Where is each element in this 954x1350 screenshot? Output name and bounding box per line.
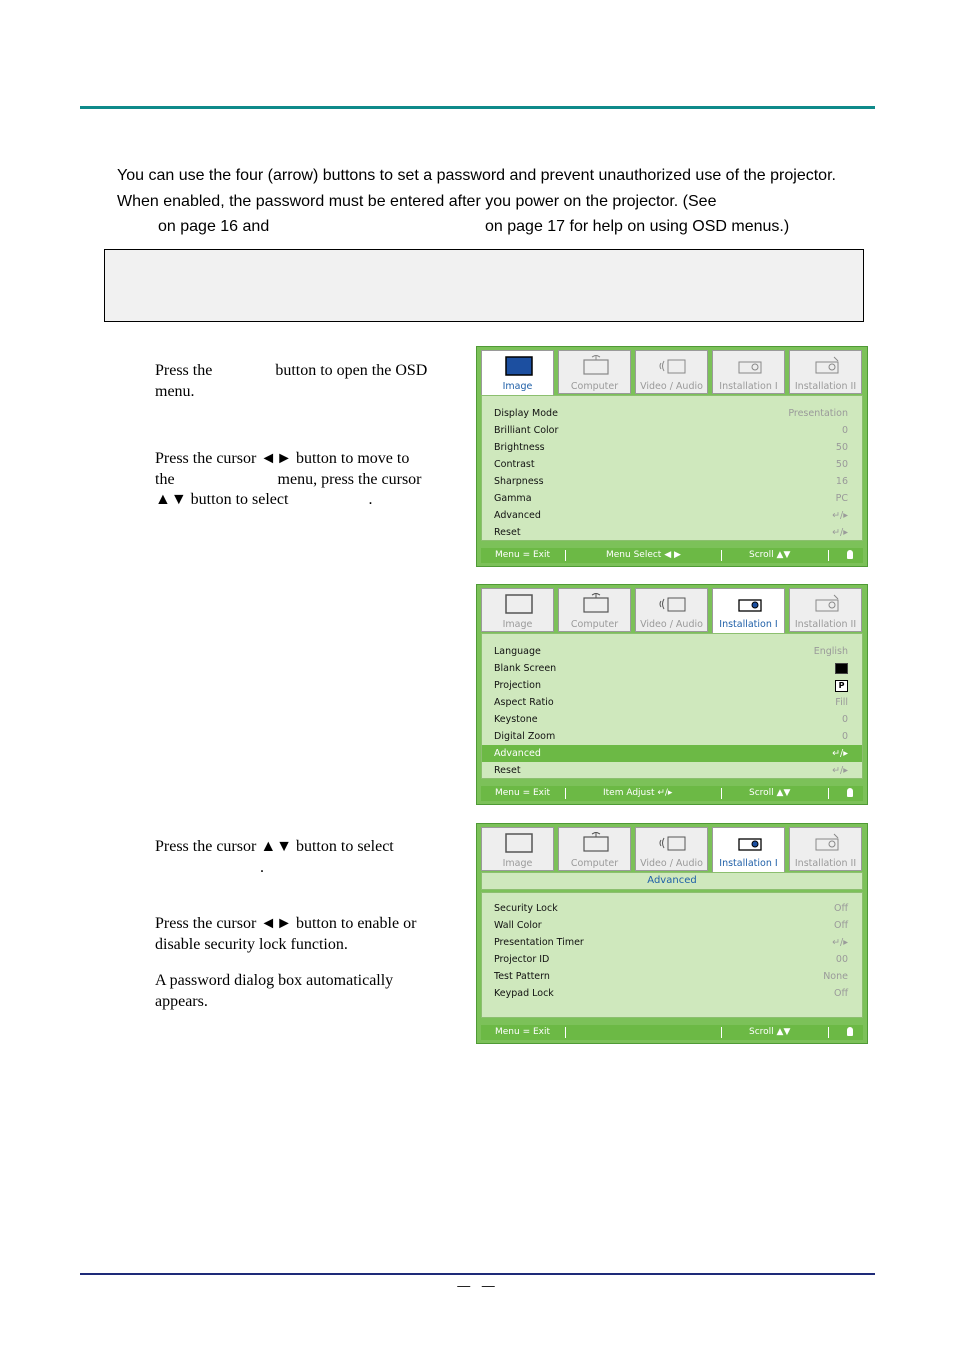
tab-image[interactable] (481, 350, 554, 397)
tab-computer[interactable] (558, 827, 631, 871)
intro-line-1: You can use the four (arrow) buttons to set a password and prevent unauthorized use of the projector. (117, 167, 836, 184)
step-1 (155, 361, 427, 402)
projector-icon (735, 593, 765, 615)
menu-item-label: Advanced (494, 748, 541, 759)
tab-image[interactable] (481, 827, 554, 871)
intro-line-2: When enabled, the password must be entered after you power on the projector. (See (117, 193, 717, 210)
footer-exit-hint: Menu = Exit (495, 788, 551, 798)
image-icon (504, 832, 534, 854)
menu-item-projection[interactable] (482, 677, 862, 694)
step-1-text-c: menu. (155, 382, 195, 400)
image-icon (504, 355, 534, 377)
menu-item-value: 16 (835, 476, 848, 487)
footer-divider (721, 1027, 722, 1038)
tab-computer[interactable] (558, 588, 631, 632)
menu-item-value: Off (833, 988, 848, 999)
tab-installation-2[interactable] (789, 588, 862, 632)
tab-installation-2-label: Installation II (794, 619, 857, 630)
menu-item-aspect-ratio[interactable] (482, 694, 862, 711)
menu-item-value: Off (833, 920, 848, 931)
video-audio-icon (658, 593, 688, 615)
footer-item-adjust-hint: Item Adjust ↵/▸ (603, 788, 673, 798)
menu-item-keypad-lock[interactable] (482, 985, 862, 1002)
step-4-text-a: Press the cursor ◄► button to enable or (155, 915, 417, 932)
step-5 (155, 971, 393, 1012)
menu-item-label: Projection (494, 680, 541, 691)
osd-tab-bar (481, 350, 865, 396)
menu-item-value: 50 (835, 442, 848, 453)
computer-icon (581, 355, 611, 377)
footer-divider (565, 550, 566, 561)
tab-installation-2[interactable] (789, 350, 862, 394)
step-1-text-a: Press the (155, 362, 213, 379)
menu-item-security-lock[interactable] (482, 900, 862, 917)
step-3-text-b: . (260, 858, 264, 876)
footer-divider (721, 550, 722, 561)
menu-item-value: ↵/▸ (832, 765, 848, 776)
tab-computer[interactable] (558, 350, 631, 394)
osd-installation-panel (481, 633, 863, 779)
menu-item-label: Advanced (494, 510, 541, 521)
osd-advanced-submenu (476, 823, 868, 1044)
tab-image[interactable] (481, 588, 554, 632)
step-4 (155, 914, 416, 955)
menu-item-label: Projector ID (494, 954, 550, 965)
submenu-title: Advanced (481, 872, 863, 890)
footer-divider (828, 1027, 829, 1038)
tab-video-audio[interactable] (635, 827, 708, 871)
osd-footer (481, 1025, 863, 1040)
tab-installation-1-label: Installation I (719, 858, 778, 869)
menu-item-brightness[interactable] (482, 439, 862, 456)
video-audio-icon (658, 355, 688, 377)
menu-item-advanced-selected[interactable] (482, 745, 862, 762)
menu-item-value: ↵/▸ (832, 510, 848, 521)
tab-video-audio[interactable] (635, 588, 708, 632)
menu-item-digital-zoom[interactable] (482, 728, 862, 745)
menu-item-label: Presentation Timer (494, 937, 584, 948)
tab-computer-label: Computer (570, 619, 619, 630)
tab-image-label: Image (502, 619, 533, 630)
tab-installation-2-label: Installation II (794, 381, 857, 392)
menu-item-brilliant-color[interactable] (482, 422, 862, 439)
tab-installation-1[interactable] (712, 827, 785, 874)
menu-item-value: None (823, 971, 848, 982)
osd-advanced-panel (481, 892, 863, 1018)
menu-item-projector-id[interactable] (482, 951, 862, 968)
tab-installation-1-label: Installation I (719, 381, 778, 392)
menu-item-label: Contrast (494, 459, 535, 470)
menu-item-reset[interactable] (482, 762, 862, 779)
tab-video-audio[interactable] (635, 350, 708, 394)
projector-icon (735, 832, 765, 854)
menu-item-value: Off (833, 903, 848, 914)
note-box (104, 249, 864, 322)
menu-item-value: English (813, 646, 848, 657)
tab-image-label: Image (502, 381, 533, 392)
intro-line-3a: on page 16 and (158, 218, 270, 235)
menu-item-value: 0 (841, 425, 848, 436)
menu-item-value: 0 (841, 731, 848, 742)
tab-video-audio-label: Video / Audio (640, 619, 703, 630)
lamp-icon (847, 788, 853, 797)
tab-image-label: Image (502, 858, 533, 869)
menu-item-label: Sharpness (494, 476, 544, 487)
tab-installation-1-label: Installation I (719, 619, 778, 630)
footer-divider (721, 788, 722, 799)
menu-item-value: ↵/▸ (832, 527, 848, 538)
menu-item-label: Display Mode (494, 408, 558, 419)
osd-footer (481, 548, 863, 563)
black-square-icon (835, 663, 848, 674)
menu-item-value: 50 (835, 459, 848, 470)
menu-item-label: Keypad Lock (494, 988, 554, 999)
menu-item-blank-screen[interactable] (482, 660, 862, 677)
menu-item-label: Wall Color (494, 920, 542, 931)
menu-item-label: Reset (494, 527, 521, 538)
menu-item-display-mode[interactable] (482, 405, 862, 422)
tab-installation-2-label: Installation II (794, 858, 857, 869)
menu-item-label: Digital Zoom (494, 731, 556, 742)
step-5-text-a: A password dialog box automatically (155, 972, 394, 989)
computer-icon (581, 832, 611, 854)
menu-item-value: PC (835, 493, 848, 504)
menu-item-label: Test Pattern (494, 971, 550, 982)
footer-divider (828, 550, 829, 561)
tab-installation-1[interactable] (712, 588, 785, 635)
footer-exit-hint: Menu = Exit (495, 550, 551, 560)
osd-image-panel (481, 395, 863, 541)
tab-video-audio-label: Video / Audio (640, 858, 703, 869)
menu-item-advanced[interactable] (482, 507, 862, 524)
projection-p-icon: P (835, 680, 848, 692)
menu-item-value: 00 (835, 954, 848, 965)
step-4-text-b: disable security lock function. (155, 935, 348, 953)
menu-item-label: Keystone (494, 714, 538, 725)
osd-footer (481, 786, 863, 801)
footer-divider (565, 1027, 566, 1038)
step-2-text-d: ▲▼ button to select (155, 491, 289, 508)
osd-image-menu (476, 346, 868, 567)
menu-item-keystone[interactable] (482, 711, 862, 728)
intro-line-3b: on page 17 for help on using OSD menus.) (485, 218, 790, 235)
menu-item-label: Security Lock (494, 903, 558, 914)
menu-item-contrast[interactable] (482, 456, 862, 473)
footer-scroll-hint: Scroll ▲▼ (749, 1027, 791, 1037)
menu-item-language[interactable] (482, 643, 862, 660)
footer-menu-select-hint: Menu Select ◀ ▶ (606, 550, 681, 560)
footer-rule (80, 1273, 875, 1275)
menu-item-sharpness[interactable] (482, 473, 862, 490)
step-2 (155, 449, 422, 511)
footer-divider (828, 788, 829, 799)
lamp-icon (847, 1027, 853, 1036)
menu-item-wall-color[interactable] (482, 917, 862, 934)
footer-divider (565, 788, 566, 799)
menu-item-gamma[interactable] (482, 490, 862, 507)
footer-scroll-hint: Scroll ▲▼ (749, 788, 791, 798)
tab-video-audio-label: Video / Audio (640, 381, 703, 392)
menu-item-label: Reset (494, 765, 521, 776)
step-2-text-c: menu, press the cursor (277, 470, 422, 488)
video-audio-icon (658, 832, 688, 854)
menu-item-label: Language (494, 646, 541, 657)
menu-item-value: Fill (835, 697, 848, 708)
projector-settings-icon (812, 593, 842, 615)
tab-installation-1[interactable] (712, 350, 785, 394)
step-5-text-b: appears. (155, 992, 208, 1010)
tab-computer-label: Computer (570, 381, 619, 392)
tab-computer-label: Computer (570, 858, 619, 869)
menu-item-label: Aspect Ratio (494, 697, 554, 708)
osd-tab-bar (481, 588, 865, 634)
projector-icon (735, 355, 765, 377)
computer-icon (581, 593, 611, 615)
menu-item-label: Blank Screen (494, 663, 557, 674)
footer-exit-hint: Menu = Exit (495, 1027, 551, 1037)
step-3 (155, 837, 394, 878)
menu-item-label: Gamma (494, 493, 532, 504)
menu-item-test-pattern[interactable] (482, 968, 862, 985)
page-number: — — (457, 1278, 499, 1293)
menu-item-value: ↵/▸ (832, 748, 848, 759)
menu-item-value: 0 (841, 714, 848, 725)
tab-installation-2[interactable] (789, 827, 862, 871)
menu-item-reset[interactable] (482, 524, 862, 541)
menu-item-presentation-timer[interactable] (482, 934, 862, 951)
step-3-text-a: Press the cursor ▲▼ button to select (155, 838, 394, 855)
menu-item-value: Presentation (788, 408, 848, 419)
step-2-text-e: . (368, 491, 373, 508)
blank-screen-swatch (835, 663, 848, 674)
lamp-icon (847, 550, 853, 559)
image-icon (504, 593, 534, 615)
projector-settings-icon (812, 832, 842, 854)
osd-installation-menu (476, 584, 868, 805)
step-2-text-a: Press the cursor ◄► button to move to (155, 450, 410, 467)
step-1-text-b: button to open the OSD (275, 362, 428, 379)
menu-item-label: Brilliant Color (494, 425, 559, 436)
projection-mode-value (835, 680, 848, 692)
menu-item-label: Brightness (494, 442, 545, 453)
step-2-text-b: the (155, 470, 175, 488)
menu-item-value: ↵/▸ (832, 937, 848, 948)
header-rule (80, 106, 875, 109)
projector-settings-icon (812, 355, 842, 377)
footer-scroll-hint: Scroll ▲▼ (749, 550, 791, 560)
osd-tab-bar (481, 827, 865, 873)
